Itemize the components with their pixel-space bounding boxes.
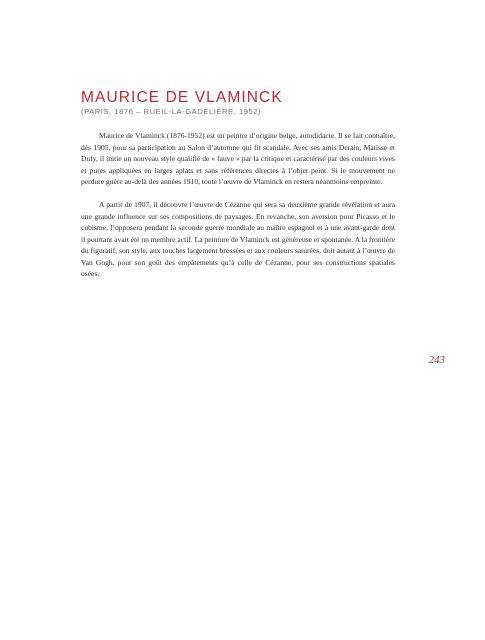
biography-text [81,130,395,280]
artist-dates-subtitle: (PARIS, 1876 – RUEIL-LA-GADELIÈRE, 1952) [81,107,262,116]
artist-name-title: MAURICE DE VLAMINCK [81,89,283,106]
biography-paragraph-2: A partir de 1907, il découvre l’œuvre de Cézanne qui sera sa deuxième grande révélation et aura une grande influence sur ses compositions de paysages. En revanche, son aversion pour Picasso et le cubisme, l’opposera pendant la seconde guerre mondiale au maître espagnol et à une avant-garde dont il pourtant avait été un membre actif. La peinture de Vlaminck est généreuse et spontanée. A la frontière du figuratif, son style, aux touches largement brossées et aux couleurs saturées, doit autant à l’œuvre de Van Gogh, pour son goût des empâtements qu’à celle de Cézanne, pour ses constructions spatiales osées. [81,200,395,278]
page-number: 243 [428,354,445,366]
biography-paragraph-1: Maurice de Vlaminck (1876-1952) est un peintre d’origine belge, autodidacte. Il se fait connaître, dès 1905, pour sa participation au Salon d’automne qui fit scandale. Avec ses amis Derain, Matisse et Dufy, il initie un nouveau style qualifié de « fauve » par la critique et caractérisé par des couleurs vives et pures appliquées en larges aplats et sans références directes à l’objet peint. Si le mouvement ne perdure guère au-delà des années 1910, toute l’œuvre de Vlaminck en restera néanmoins empreinte. [81,131,395,186]
